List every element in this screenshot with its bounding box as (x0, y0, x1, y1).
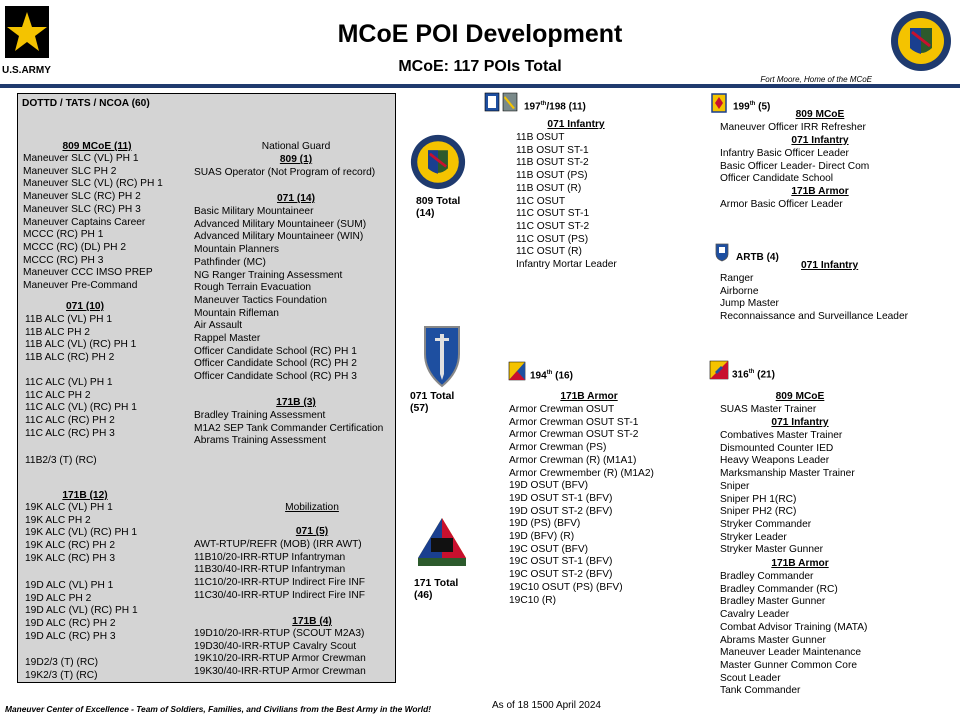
list-item: 11C ALC (VL) (RC) PH 1 (25, 402, 137, 414)
dottd-171-list-c (25, 657, 98, 682)
total-809-label: 809 Total (416, 196, 461, 207)
list-item: Maneuver Leader Maintenance (720, 647, 862, 659)
list-item: 19D ALC (RC) PH 2 (25, 618, 116, 630)
list-item: 19C10 OSUT (PS) (BFV) (509, 581, 623, 593)
list-item: 19C10 (R) (509, 594, 556, 606)
list-item: 19K ALC (VL) PH 1 (25, 502, 113, 513)
total-809-count: (14) (416, 208, 435, 219)
list-item: 11B2/3 (T) (RC) (25, 455, 97, 466)
dottd-809-header: 809 MCoE (11) (62, 141, 132, 152)
list-item: 19K10/20-IRR-RTUP Armor Crewman (194, 653, 366, 665)
b199-071-header: 071 Infantry (791, 135, 849, 146)
army-logo-text: U.S.ARMY (2, 65, 51, 76)
list-item: Armor Basic Officer Leader (720, 199, 843, 210)
brigade-patch-icon (484, 92, 518, 112)
list-item: Air Assault (194, 320, 243, 332)
list-item: Jump Master (720, 298, 779, 310)
list-item: Maneuver Tactics Foundation (194, 294, 327, 306)
list-item: SUAS Master Trainer (720, 404, 817, 415)
list-item: 11C ALC (RC) PH 3 (25, 427, 115, 439)
list-item: 19D ALC (RC) PH 3 (25, 630, 116, 642)
list-item: 19C OSUT ST-1 (BFV) (509, 556, 613, 568)
artb-071-list (720, 273, 908, 324)
list-item: 19D OSUT ST-2 (BFV) (509, 505, 613, 517)
b316-171-header: 171B Armor (771, 558, 829, 569)
list-item: Pathfinder (MC) (194, 256, 266, 268)
artb-icon (714, 242, 730, 262)
list-item: 19D OSUT (BFV) (509, 480, 589, 492)
list-item: 11C OSUT (R) (516, 246, 582, 258)
list-item: 19K2/3 (T) (RC) (25, 669, 98, 681)
list-item: 11B ALC PH 2 (25, 326, 90, 338)
list-item: 11B ALC (RC) PH 2 (25, 352, 115, 364)
list-item: Armor Crewman OSUT ST-2 (509, 429, 639, 441)
b197-071-list (516, 132, 617, 272)
b197-071-header: 071 Infantry (547, 119, 605, 130)
infantry-badge-icon (422, 324, 462, 388)
list-item: 19D (BFV) (R) (509, 531, 575, 543)
page-title: MCoE POI Development (337, 20, 623, 48)
brigade-199-title: 199th (5) (733, 101, 771, 113)
list-item: Stryker Master Gunner (720, 544, 824, 556)
list-item: Maneuver SLC (RC) PH 2 (23, 191, 141, 203)
list-item: Armor Crewman OSUT (509, 404, 615, 415)
brigade-194-title: 194th (16) (530, 370, 573, 382)
list-item: 19D ALC (VL) PH 1 (25, 580, 114, 591)
list-item: 11B OSUT (516, 132, 565, 143)
mob-171-list (194, 628, 366, 679)
brigade-194-icon (508, 361, 526, 381)
list-item: Officer Candidate School (RC) PH 1 (194, 345, 357, 357)
list-item: 19D2/3 (T) (RC) (25, 657, 99, 668)
list-item: 11B ALC (VL) (RC) PH 1 (25, 339, 137, 351)
list-item: Maneuver Officer IRR Refresher (720, 122, 866, 133)
list-item: Ranger (720, 273, 754, 284)
artb-071-header: 071 Infantry (801, 260, 859, 271)
list-item: 11B OSUT (R) (516, 182, 582, 194)
list-item: Maneuver SLC PH 2 (23, 165, 117, 177)
list-item: 11B OSUT ST-1 (516, 144, 589, 156)
armor-school-badge (416, 516, 468, 573)
mob-071-list (194, 539, 365, 603)
list-item: Armor Crewman OSUT ST-1 (509, 416, 639, 428)
dottd-071-header: 071 (10) (66, 301, 104, 312)
dottd-071-list-c (25, 455, 97, 468)
list-item: Combatives Master Trainer (720, 430, 843, 441)
list-item: Maneuver SLC (VL) (RC) PH 1 (23, 178, 163, 190)
ng-171-list (194, 410, 383, 448)
b194-171-list (509, 404, 654, 607)
list-item: Infantry Basic Officer Leader (720, 148, 849, 159)
list-item: Bradley Master Gunner (720, 596, 826, 608)
list-item: SUAS Operator (Not Program of record) (194, 167, 376, 178)
list-item: 11B OSUT (PS) (516, 170, 588, 182)
total-171 (414, 578, 458, 602)
dottd-171-list-a (25, 502, 137, 566)
mcoe-seal-small-icon (410, 134, 466, 190)
total-809 (416, 196, 460, 220)
total-171-count: (46) (414, 590, 433, 601)
list-item: Maneuver SLC (VL) PH 1 (23, 153, 139, 164)
list-item: Maneuver Captains Career (23, 216, 146, 228)
list-item: 11C OSUT ST-2 (516, 220, 590, 232)
list-item: 19D30/40-IRR-RTUP Cavalry Scout (194, 640, 357, 652)
list-item: Abrams Master Gunner (720, 634, 826, 646)
total-071 (410, 391, 454, 415)
list-item: Combat Advisor Training (MATA) (720, 621, 868, 633)
list-item: 19D OSUT ST-1 (BFV) (509, 492, 613, 504)
mcoe-seal-top (890, 10, 952, 77)
armor-school-icon (416, 516, 468, 568)
list-item: Bradley Commander (RC) (720, 583, 838, 595)
list-item: 19D ALC (VL) (RC) PH 1 (25, 605, 138, 617)
list-item: 11B OSUT ST-2 (516, 157, 589, 169)
list-item: 19K ALC (RC) PH 3 (25, 552, 116, 564)
dottd-071-list-a (25, 314, 136, 365)
ng-171-header: 171B (3) (276, 397, 316, 408)
list-item: Stryker Commander (720, 518, 812, 530)
list-item: Mountain Planners (194, 244, 279, 256)
list-item: 11C OSUT (516, 195, 566, 207)
b316-071-list (720, 430, 855, 557)
brigade-316-patch (709, 360, 729, 385)
list-item: 19C OSUT ST-2 (BFV) (509, 569, 613, 581)
list-item: Mountain Rifleman (194, 307, 279, 319)
b316-809-header: 809 MCoE (775, 391, 825, 402)
list-item: 11B10/20-IRR-RTUP Infantryman (194, 551, 346, 563)
list-item: Dismounted Counter IED (720, 442, 834, 454)
list-item: M1A2 SEP Tank Commander Certification (194, 422, 384, 434)
national-guard-label: National Guard (261, 141, 331, 152)
ng-809-list (194, 167, 375, 180)
b199-171-header: 171B Armor (791, 186, 849, 197)
list-item: 19C OSUT (BFV) (509, 543, 589, 555)
list-item: Bradley Commander (720, 571, 814, 582)
list-item: Tank Commander (720, 685, 801, 697)
total-071-label: 071 Total (410, 391, 455, 402)
list-item: 11C ALC (RC) PH 2 (25, 415, 115, 427)
list-item: Maneuver SLC (RC) PH 3 (23, 203, 141, 215)
b199-809-header: 809 MCoE (795, 109, 845, 120)
list-item: Maneuver Pre-Command (23, 280, 138, 292)
slogan: Fort Moore, Home of the MCoE (760, 75, 872, 84)
b194-171-header: 171B Armor (560, 391, 618, 402)
list-item: Bradley Training Assessment (194, 410, 326, 421)
list-item: Officer Candidate School (720, 173, 834, 185)
page-subtitle: MCoE: 117 POIs Total (398, 58, 562, 75)
list-item: 11B30/40-IRR-RTUP Infantryman (194, 564, 346, 576)
list-item: Cavalry Leader (720, 609, 790, 621)
list-item: Heavy Weapons Leader (720, 455, 830, 467)
list-item: Rappel Master (194, 333, 261, 345)
ng-809-header: 809 (1) (279, 154, 313, 165)
list-item: 11C30/40-IRR-RTUP Indirect Fire INF (194, 589, 365, 601)
footer-motto: Maneuver Center of Excellence - Team of Soldiers, Families, and Civilians from the Best Army in the World! (5, 704, 431, 714)
ng-071-header: 071 (14) (277, 193, 315, 204)
list-item: Armor Crewman (PS) (509, 442, 607, 454)
dottd-071-list-b (25, 377, 137, 441)
list-item: 11C ALC PH 2 (25, 389, 91, 401)
list-item: Sniper PH2 (RC) (720, 506, 797, 518)
brigade-316-title: 316th (21) (732, 369, 775, 381)
brigade-197-patches (484, 92, 518, 117)
list-item: 19K ALC PH 2 (25, 514, 91, 526)
list-item: MCCC (RC) PH 3 (23, 254, 104, 266)
list-item: Sniper (720, 480, 750, 492)
list-item: Master Gunner Common Core (720, 659, 858, 671)
list-item: Officer Candidate School (RC) PH 3 (194, 371, 357, 383)
ng-071-list (194, 206, 366, 384)
list-item: MCCC (RC) PH 1 (23, 229, 104, 241)
list-item: 19K30/40-IRR-RTUP Armor Crewman (194, 666, 366, 678)
brigade-197-title: 197th/198 (11) (524, 101, 586, 113)
artb-patch (714, 242, 730, 267)
list-item: Advanced Military Mountaineer (WIN) (194, 231, 364, 243)
list-item: MCCC (RC) (DL) PH 2 (23, 241, 127, 253)
b316-071-header: 071 Infantry (771, 417, 829, 428)
list-item: 19K ALC (VL) (RC) PH 1 (25, 527, 138, 539)
list-item: Stryker Leader (720, 531, 787, 543)
list-item: 19K ALC (RC) PH 2 (25, 540, 116, 552)
list-item: 11B ALC (VL) PH 1 (25, 314, 113, 325)
total-071-count: (57) (410, 403, 429, 414)
b316-171-list (720, 571, 867, 698)
list-item: Basic Officer Leader- Direct Com (720, 160, 870, 172)
mcoe-seal-small (410, 134, 466, 195)
b199-071-list (720, 148, 869, 186)
list-item: 19D10/20-IRR-RTUP (SCOUT M2A3) (194, 628, 365, 639)
dottd-title: DOTTD / TATS / NCOA (60) (22, 98, 150, 109)
list-item: Scout Leader (720, 672, 781, 684)
list-item: Infantry Mortar Leader (516, 259, 617, 271)
dottd-171-header: 171B (12) (62, 490, 108, 501)
total-171-label: 171 Total (414, 578, 459, 589)
list-item: 11C ALC (VL) PH 1 (25, 377, 113, 388)
list-item: AWT-RTUP/REFR (MOB) (IRR AWT) (194, 539, 362, 550)
list-item: 11C10/20-IRR-RTUP Indirect Fire INF (194, 577, 365, 589)
list-item: NG Ranger Training Assessment (194, 269, 343, 281)
list-item: Airborne (720, 285, 759, 297)
list-item: 11C OSUT (PS) (516, 233, 589, 245)
list-item: Rough Terrain Evacuation (194, 282, 312, 294)
brigade-194-patch (508, 361, 526, 386)
infantry-badge (422, 324, 462, 393)
header-rule (0, 84, 960, 88)
as-of-date: As of 18 1500 April 2024 (492, 700, 601, 711)
list-item: Maneuver CCC IMSO PREP (23, 267, 153, 279)
mob-071-header: 071 (5) (295, 526, 329, 537)
dottd-809-list (23, 153, 163, 293)
b316-809-list (720, 404, 816, 417)
dottd-171-list-b (25, 580, 138, 644)
list-item: 11C OSUT ST-1 (516, 208, 590, 220)
list-item: Armor Crewmember (R) (M1A2) (509, 467, 654, 479)
b199-809-list (720, 122, 866, 135)
list-item: Sniper PH 1(RC) (720, 493, 797, 505)
b199-171-list (720, 199, 843, 212)
list-item: Marksmanship Master Trainer (720, 468, 855, 480)
list-item: Reconnaissance and Surveillance Leader (720, 311, 909, 323)
artb-title: ARTB (4) (736, 252, 779, 263)
list-item: Basic Military Mountaineer (194, 206, 314, 217)
list-item: 19D (PS) (BFV) (509, 518, 581, 530)
mcoe-seal-icon (890, 10, 952, 72)
list-item: 19D ALC PH 2 (25, 592, 92, 604)
list-item: Armor Crewman (R) (M1A1) (509, 454, 637, 466)
mobilization-label: Mobilization (285, 502, 339, 513)
mob-171-header: 171B (4) (292, 616, 332, 627)
brigade-316-icon (709, 360, 729, 380)
list-item: Officer Candidate School (RC) PH 2 (194, 358, 357, 370)
list-item: Advanced Military Mountaineer (SUM) (194, 218, 367, 230)
list-item: Abrams Training Assessment (194, 435, 326, 447)
